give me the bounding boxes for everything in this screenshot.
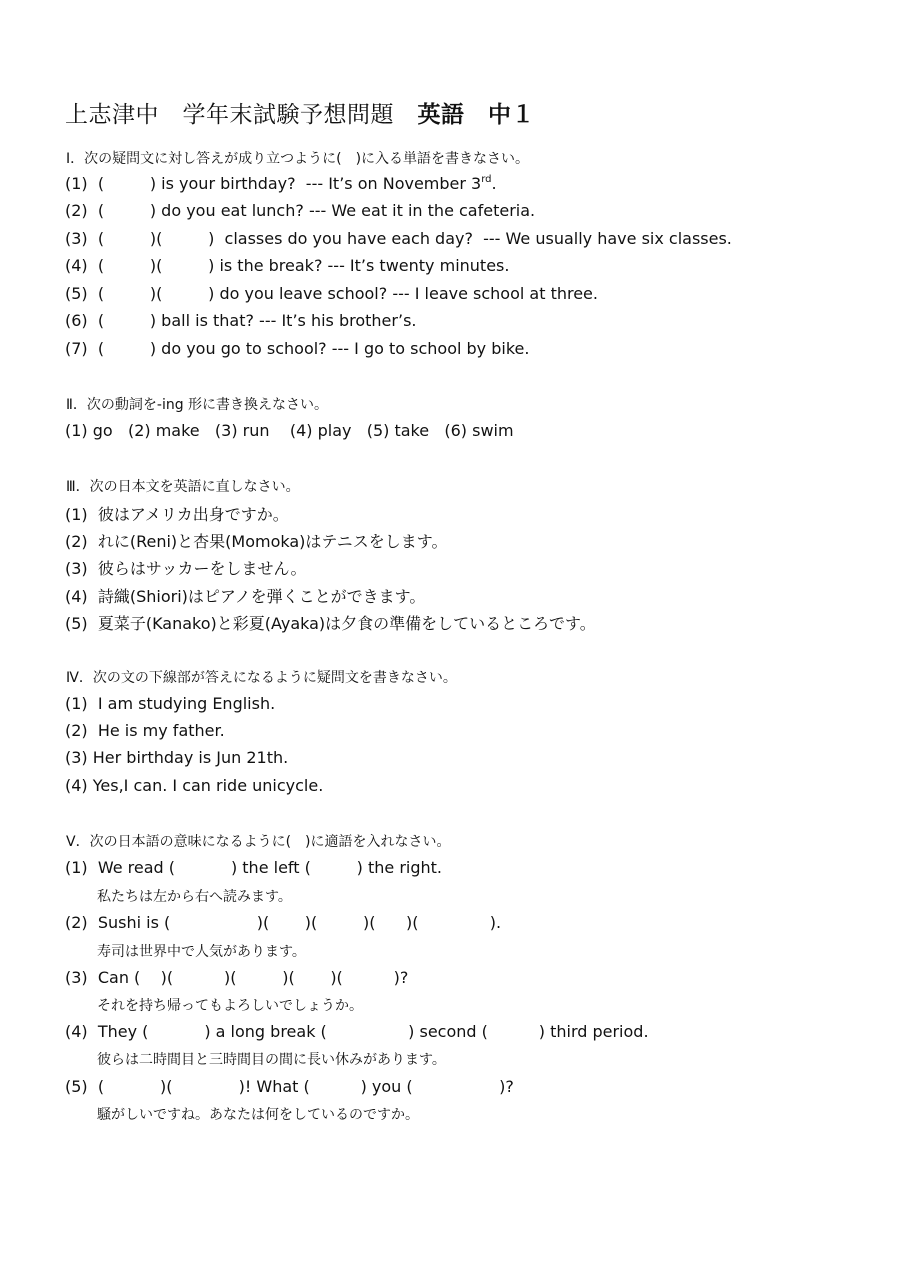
section1-q5: (5) ( )( ) do you leave school? --- I leave school at three. bbox=[65, 284, 598, 303]
section1-q7: (7) ( ) do you go to school? --- I go to school by bike. bbox=[65, 339, 530, 358]
section3-heading: Ⅲ．次の日本文を英語に直しなさい。 bbox=[66, 479, 300, 495]
title-subject: 英語 中１ bbox=[417, 102, 535, 128]
section2-items: (1) go (2) make (3) run (4) play (5) take (6) swim bbox=[65, 421, 514, 440]
section5-q3: (3) Can ( )( )( )( )( )? bbox=[65, 968, 409, 987]
section3-q5: (5) 夏菜子(Kanako)と彩夏(Ayaka)は夕食の準備をしているところです。 bbox=[65, 614, 596, 633]
section4-q1: (1) I am studying English. bbox=[65, 694, 276, 713]
section3-q1: (1) 彼はアメリカ出身ですか。 bbox=[65, 505, 289, 524]
page-title bbox=[65, 96, 535, 129]
section5-q5: (5) ( )( )! What ( ) you ( )? bbox=[65, 1077, 514, 1096]
section1-q2: (2) ( ) do you eat lunch? --- We eat it in the cafeteria. bbox=[65, 201, 536, 220]
section4-q3: (3) Her birthday is Jun 21th. bbox=[65, 748, 289, 767]
section1-q1 bbox=[65, 174, 497, 193]
section1-heading: Ⅰ．次の疑問文に対し答えが成り立つように( )に入る単語を書きなさい。 bbox=[66, 151, 530, 167]
section4-q2: (2) He is my father. bbox=[65, 721, 225, 740]
section1-q4: (4) ( )( ) is the break? --- It’s twenty minutes. bbox=[65, 256, 510, 275]
section1-q3: (3) ( )( ) classes do you have each day? --- We usually have six classes. bbox=[65, 229, 732, 248]
section5-q1-jp: 私たちは左から右へ読みます。 bbox=[97, 889, 292, 905]
section5-q2-jp: 寿司は世界中で人気があります。 bbox=[97, 944, 306, 960]
section5-q3-jp: それを持ち帰ってもよろしいでしょうか。 bbox=[97, 998, 363, 1014]
section1-q1-text: (1) ( ) is your birthday? --- It’s on November 3 bbox=[65, 174, 482, 193]
section5-q4: (4) They ( ) a long break ( ) second ( ) third period. bbox=[65, 1022, 649, 1041]
section1-q1-sup: rd bbox=[481, 174, 492, 185]
section4-q4: (4) Yes,I can. I can ride unicycle. bbox=[65, 776, 324, 795]
section5-q5-jp: 騒がしいですね。あなたは何をしているのですか。 bbox=[97, 1107, 419, 1123]
section5-q1: (1) We read ( ) the left ( ) the right. bbox=[65, 858, 442, 877]
section1-q1-post: . bbox=[491, 174, 497, 193]
section4-heading: Ⅳ．次の文の下線部が答えになるように疑問文を書きなさい。 bbox=[66, 670, 457, 686]
section5-q4-jp: 彼らは二時間目と三時間目の間に長い休みがあります。 bbox=[97, 1052, 446, 1068]
section5-heading: Ⅴ．次の日本語の意味になるように( )に適語を入れなさい。 bbox=[66, 834, 451, 850]
section2-heading: Ⅱ．次の動詞を-ing 形に書き換えなさい。 bbox=[66, 397, 329, 413]
section3-q3: (3) 彼らはサッカーをしません。 bbox=[65, 559, 307, 578]
section1-q6: (6) ( ) ball is that? --- It’s his brother’s. bbox=[65, 311, 417, 330]
section3-q2: (2) れに(Reni)と杏果(Momoka)はテニスをします。 bbox=[65, 532, 448, 551]
section5-q2: (2) Sushi is ( )( )( )( )( ). bbox=[65, 913, 502, 932]
section3-q4: (4) 詩織(Shiori)はピアノを弾くことができます。 bbox=[65, 587, 426, 606]
title-main: 上志津中 学年末試験予想問題 bbox=[65, 102, 418, 128]
